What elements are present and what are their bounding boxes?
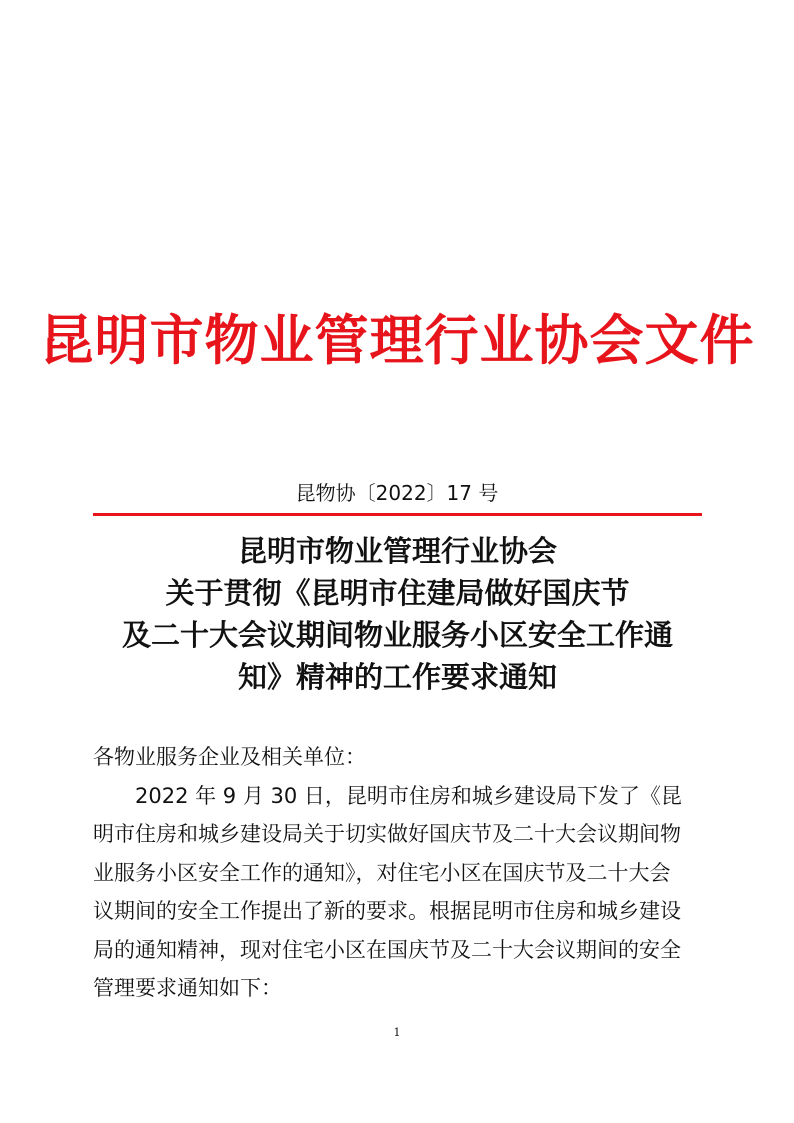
document-number: 昆物协〔2022〕17 号	[295, 481, 499, 505]
paragraph-line: 局的通知精神，现对住宅小区在国庆节及二十大会议期间的安全	[93, 937, 681, 962]
masthead-title: 昆明市物业管理行业协会文件	[39, 308, 755, 372]
red-divider-rule	[93, 513, 702, 516]
page-number: 1	[393, 1026, 401, 1039]
title-line-2: 关于贯彻《昆明市住建局做好国庆节	[165, 576, 630, 610]
document-body	[93, 738, 702, 1008]
paragraph-line: 业服务小区安全工作的通知》，对住宅小区在国庆节及二十大会	[93, 860, 671, 885]
paragraph-line: 明市住房和城乡建设局关于切实做好国庆节及二十大会议期间物	[93, 822, 681, 846]
title-line-4: 知》精神的工作要求通知	[237, 660, 557, 694]
paragraph-line: 2022 年 9 月 30 日，昆明市住房和城乡建设局下发了《昆	[135, 783, 682, 808]
title-line-3: 及二十大会议期间物业服务小区安全工作通	[121, 618, 673, 652]
body-paragraph	[93, 777, 702, 1008]
paragraph-line: 管理要求通知如下：	[93, 976, 282, 1000]
salutation: 各物业服务企业及相关单位：	[93, 745, 366, 769]
document-title	[93, 530, 702, 698]
title-line-1: 昆明市物业管理行业协会	[237, 534, 557, 568]
paragraph-line: 议期间的安全工作提出了新的要求。根据昆明市住房和城乡建设	[93, 899, 681, 923]
